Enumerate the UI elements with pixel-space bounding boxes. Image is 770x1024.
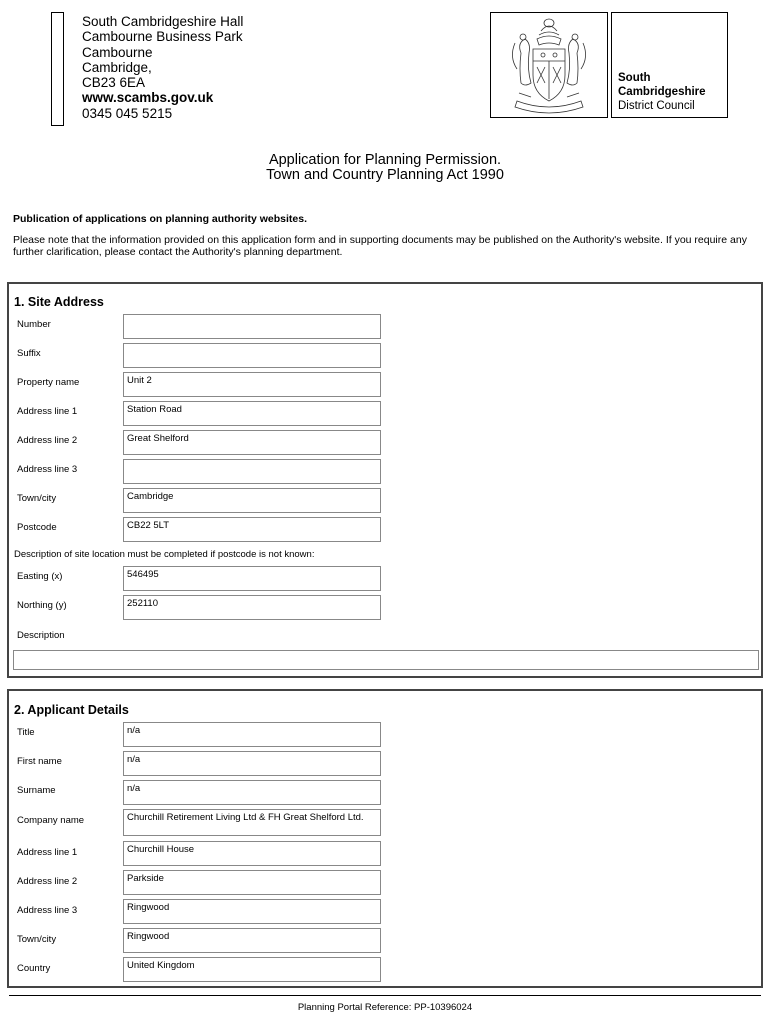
postcode-field[interactable]: CB22 5LT xyxy=(123,517,381,542)
field-label: First name xyxy=(17,756,62,767)
council-name-line: South xyxy=(618,72,651,84)
town-city-field[interactable]: Ringwood xyxy=(123,928,381,953)
field-label: Company name xyxy=(17,815,85,826)
address-line-1-field[interactable]: Station Road xyxy=(123,401,381,426)
field-label: Town/city xyxy=(17,934,57,945)
title-field[interactable]: n/a xyxy=(123,722,381,747)
field-label: Surname xyxy=(17,785,56,796)
easting-field[interactable]: 546495 xyxy=(123,566,381,591)
address-line-3-field[interactable] xyxy=(123,459,381,484)
field-label: Address line 2 xyxy=(17,876,78,887)
council-name-line: District Council xyxy=(618,100,695,112)
field-label: Address line 1 xyxy=(17,847,78,858)
field-label: Town/city xyxy=(17,493,57,504)
field-label: Postcode xyxy=(17,522,57,533)
field-label: Description xyxy=(17,630,65,641)
page-title xyxy=(0,153,770,183)
address-line: Cambourne xyxy=(82,44,153,60)
council-name-line: Cambridgeshire xyxy=(618,86,706,98)
coat-of-arms-box xyxy=(490,12,608,118)
address-line-2-field[interactable]: Great Shelford xyxy=(123,430,381,455)
town-city-field[interactable]: Cambridge xyxy=(123,488,381,513)
coat-of-arms-icon xyxy=(491,13,607,117)
field-label: Suffix xyxy=(17,348,41,359)
address-line-1-field[interactable]: Churchill House xyxy=(123,841,381,866)
number-field[interactable] xyxy=(123,314,381,339)
field-label: Northing (y) xyxy=(17,600,67,611)
publication-heading: Publication of applications on planning authority websites. xyxy=(13,213,308,225)
title-line-1: Application for Planning Permission. xyxy=(268,152,502,168)
website-link[interactable]: www.scambs.gov.uk xyxy=(82,90,214,106)
address-line-3-field[interactable]: Ringwood xyxy=(123,899,381,924)
field-label: Property name xyxy=(17,377,80,388)
first-name-field[interactable]: n/a xyxy=(123,751,381,776)
field-label: Number xyxy=(17,319,51,330)
address-line: CB23 6EA xyxy=(82,75,146,91)
section-title: 2. Applicant Details xyxy=(14,703,129,717)
field-label: Address line 1 xyxy=(17,406,78,417)
council-address xyxy=(82,14,243,121)
address-line: Cambridge, xyxy=(82,59,152,75)
address-bracket xyxy=(51,12,64,126)
title-line-2: Town and Country Planning Act 1990 xyxy=(266,167,504,183)
footer-divider xyxy=(9,995,761,996)
field-label: Address line 2 xyxy=(17,435,78,446)
site-address-section xyxy=(7,282,763,678)
field-label: Address line 3 xyxy=(17,464,78,475)
publication-text: Please note that the information provided on this application form and in supporting documents may be published on the Authority's website. If you require any further clarification, please contact the Authority's planning department. xyxy=(13,234,747,258)
field-label: Address line 3 xyxy=(17,905,78,916)
phone-number: 0345 045 5215 xyxy=(82,105,173,121)
field-label: Country xyxy=(17,963,51,974)
property-name-field[interactable]: Unit 2 xyxy=(123,372,381,397)
suffix-field[interactable] xyxy=(123,343,381,368)
applicant-details-section xyxy=(7,689,763,988)
council-logo xyxy=(618,71,706,113)
portal-reference: Planning Portal Reference: PP-10396024 xyxy=(297,1002,473,1013)
field-label: Title xyxy=(17,727,35,738)
location-note: Description of site location must be completed if postcode is not known: xyxy=(14,549,315,560)
section-title: 1. Site Address xyxy=(14,295,104,309)
address-line-2-field[interactable]: Parkside xyxy=(123,870,381,895)
description-field[interactable] xyxy=(13,650,759,670)
company-name-field[interactable]: Churchill Retirement Living Ltd & FH Great Shelford Ltd. xyxy=(123,809,381,836)
council-logo-box xyxy=(611,12,728,118)
surname-field[interactable]: n/a xyxy=(123,780,381,805)
northing-field[interactable]: 252110 xyxy=(123,595,381,620)
address-line: Cambourne Business Park xyxy=(82,29,243,45)
country-field[interactable]: United Kingdom xyxy=(123,957,381,982)
address-line: South Cambridgeshire Hall xyxy=(82,14,244,29)
field-label: Easting (x) xyxy=(17,571,63,582)
